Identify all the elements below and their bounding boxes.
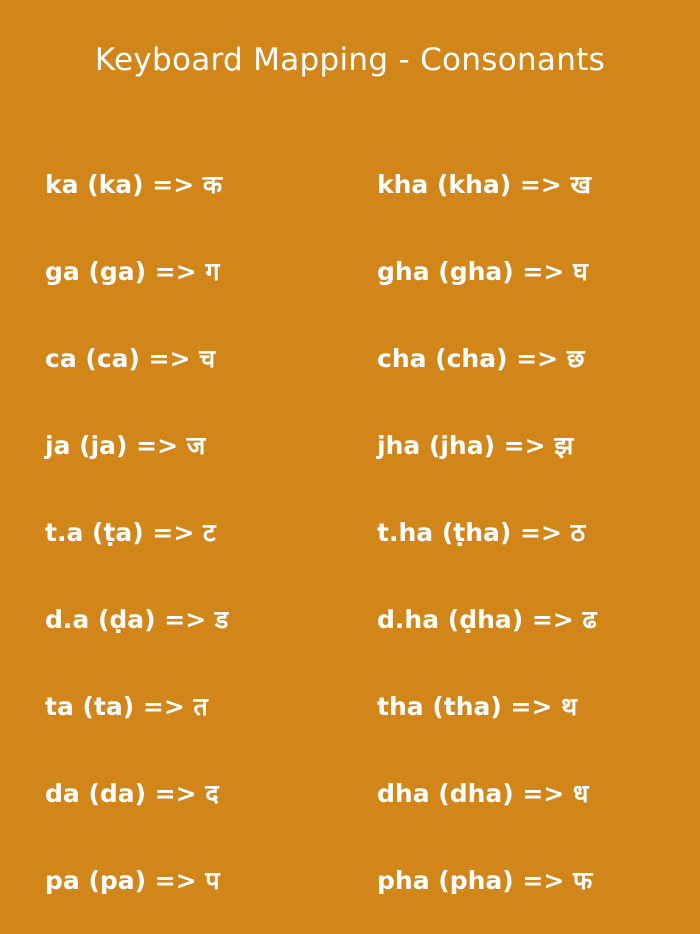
mapping-item: kha (kha) => ख [377,169,591,199]
mapping-item: ja (ja) => ज [45,430,206,460]
mapping-item: pha (pha) => फ [377,865,593,895]
page-title: Keyboard Mapping - Consonants [94,42,606,78]
mapping-item: pa (pa) => प [45,865,220,895]
mapping-item: dha (dha) => ध [377,778,589,808]
mapping-grid [0,140,700,923]
mapping-item: tha (tha) => थ [377,691,578,721]
mapping-item: jha (jha) => झ [377,430,574,460]
mapping-item: gha (gha) => घ [377,256,588,286]
mapping-item: da (da) => द [45,778,219,808]
mapping-item: ta (ta) => त [45,691,208,721]
mapping-item: ka (ka) => क [45,169,223,199]
mapping-item: d.ha (ḍha) => ढ [377,604,597,634]
mapping-item: t.a (ṭa) => ट [45,517,216,547]
mapping-item: ga (ga) => ग [45,256,220,286]
mapping-item: d.a (ḍa) => ड [45,604,229,634]
mapping-item: ca (ca) => च [45,343,216,373]
mapping-item: t.ha (ṭha) => ठ [377,517,586,547]
mapping-item: cha (cha) => छ [377,343,585,373]
